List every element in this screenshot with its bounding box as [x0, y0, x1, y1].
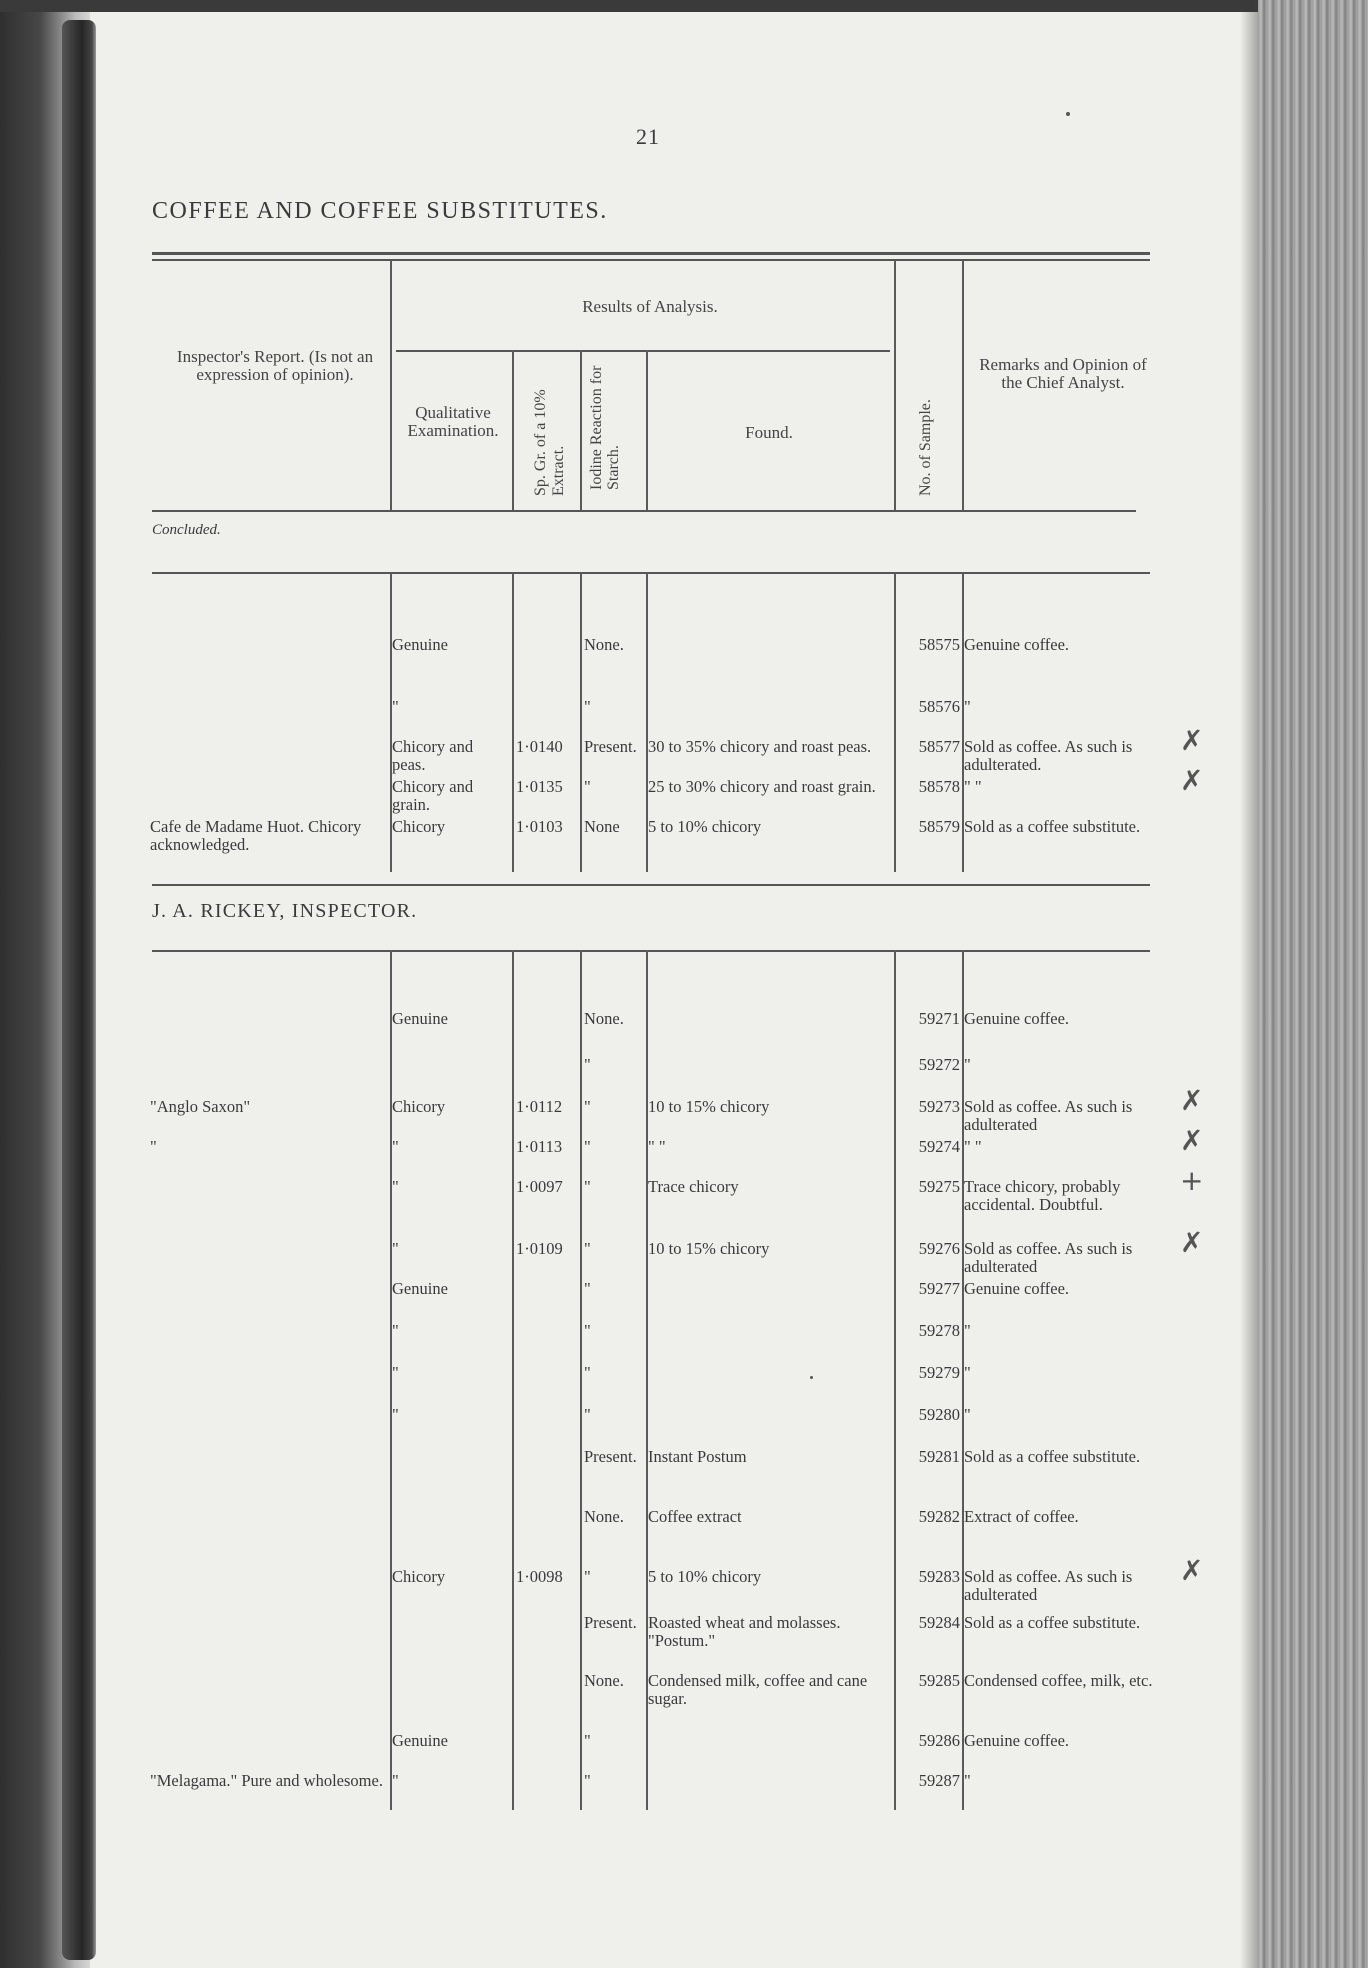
sample-no-cell: 59283 — [918, 1567, 960, 1586]
header-top-rule — [152, 252, 1150, 255]
hdr-vline-5 — [894, 260, 896, 510]
hdr-vline-6 — [962, 260, 964, 510]
qualitative-cell: " — [392, 1771, 399, 1790]
sample-no-cell: 58576 — [918, 697, 960, 716]
qualitative-cell: Chicory and grain. — [392, 777, 474, 814]
sp-gr-cell: 1·0103 — [516, 817, 563, 836]
qualitative-cell: " — [392, 1321, 399, 1340]
sample-no-cell: 59276 — [918, 1239, 960, 1258]
remarks-cell: Genuine coffee. — [964, 1279, 1070, 1298]
remarks-cell: Genuine coffee. — [964, 1009, 1070, 1028]
sp-gr-cell: 1·0109 — [516, 1239, 563, 1258]
sample-no-cell: 59281 — [918, 1447, 960, 1466]
sample-no-cell: 59282 — [918, 1507, 960, 1526]
found-cell: Condensed milk, coffee and cane sugar. — [648, 1671, 868, 1708]
sp-gr-cell: 1·0097 — [516, 1177, 563, 1196]
found-cell: Roasted wheat and molasses. "Postum." — [648, 1613, 841, 1650]
handwritten-mark-icon: ✗ — [1180, 1554, 1204, 1587]
sample-no-cell: 59271 — [918, 1009, 960, 1028]
remarks-cell: Trace chicory, probably accidental. Doubtful. — [964, 1177, 1121, 1214]
iodine-cell: " — [584, 1239, 591, 1258]
body1-vline-2 — [512, 572, 514, 872]
remarks-cell: Extract of coffee. — [964, 1507, 1079, 1526]
remarks-cell: Condensed coffee, milk, etc. — [964, 1671, 1153, 1690]
found-cell: Trace chicory — [648, 1177, 739, 1196]
sample-no-cell: 58578 — [918, 777, 960, 796]
report-cell: Cafe de Madame Huot. Chicory acknowledged. — [150, 817, 362, 854]
sample-no-cell: 59273 — [918, 1097, 960, 1116]
header-top-rule-2 — [152, 259, 1150, 261]
remarks-cell: " — [964, 1321, 971, 1340]
scan-top-edge — [0, 0, 1368, 12]
iodine-cell: None — [584, 817, 620, 836]
qualitative-cell: Genuine — [392, 635, 448, 654]
iodine-cell: None. — [584, 1507, 624, 1526]
section1-bottom-rule — [152, 884, 1150, 886]
iodine-cell: " — [584, 1567, 591, 1586]
sp-gr-cell: 1·0113 — [516, 1137, 563, 1156]
remarks-cell: " — [964, 1405, 971, 1424]
iodine-cell: " — [584, 1405, 591, 1424]
sample-no-cell: 59286 — [918, 1731, 960, 1750]
qualitative-cell: Chicory and peas. — [392, 737, 474, 774]
sample-no-cell: 59284 — [918, 1613, 960, 1632]
sample-no-cell: 59279 — [918, 1363, 960, 1382]
iodine-cell: " — [584, 1731, 591, 1750]
iodine-cell: " — [584, 697, 591, 716]
sample-no-cell: 59280 — [918, 1405, 960, 1424]
remarks-cell: Sold as coffee. As such is adulterated — [964, 1097, 1133, 1134]
qualitative-cell: Genuine — [392, 1279, 448, 1298]
found-cell: Coffee extract — [648, 1507, 742, 1526]
section-concluded-label: Concluded. — [152, 522, 221, 538]
handwritten-mark-icon: ✗ — [1180, 724, 1204, 757]
sample-no-cell: 59275 — [918, 1177, 960, 1196]
iodine-cell: " — [584, 1177, 591, 1196]
hdr-vline-1 — [390, 260, 392, 510]
found-cell: 30 to 35% chicory and roast peas. — [648, 737, 872, 756]
sp-gr-cell: 1·0135 — [516, 777, 563, 796]
header-results-of-analysis: Results of Analysis. — [582, 297, 718, 316]
inspector-rule — [152, 950, 1150, 952]
header-sp-gr: Sp. Gr. of a 10% Extract. — [532, 389, 567, 496]
body2-vline-3 — [580, 950, 582, 1810]
remarks-cell: Sold as a coffee substitute. — [964, 1447, 1141, 1466]
iodine-cell: " — [584, 1321, 591, 1340]
concluded-rule — [152, 572, 1150, 574]
handwritten-mark-icon: ✗ — [1180, 1084, 1204, 1117]
handwritten-mark-icon: ✗ — [1180, 1226, 1204, 1259]
handwritten-mark-icon: ✗ — [1180, 1124, 1204, 1157]
qualitative-cell: Genuine — [392, 1731, 448, 1750]
sp-gr-cell: 1·0112 — [516, 1097, 563, 1116]
iodine-cell: None. — [584, 1009, 624, 1028]
remarks-cell: Sold as coffee. As such is adulterated — [964, 1567, 1133, 1604]
header-no-sample: No. of Sample. — [917, 399, 934, 496]
remarks-cell: Sold as a coffee substitute. — [964, 817, 1141, 836]
page-number: 21 — [636, 124, 660, 149]
remarks-cell: Sold as coffee. As such is adulterated — [964, 1239, 1133, 1276]
sample-no-cell: 59272 — [918, 1055, 960, 1074]
header-found: Found. — [745, 423, 793, 442]
header-bottom-rule — [152, 510, 1136, 512]
sample-no-cell: 59285 — [918, 1671, 960, 1690]
scan-speck — [810, 1376, 813, 1379]
iodine-cell: " — [584, 1771, 591, 1790]
iodine-cell: Present. — [584, 1613, 637, 1632]
iodine-cell: Present. — [584, 737, 637, 756]
body1-vline-3 — [580, 572, 582, 872]
book-spine — [62, 20, 96, 1960]
sp-gr-cell: 1·0140 — [516, 737, 563, 756]
remarks-cell: Genuine coffee. — [964, 1731, 1070, 1750]
found-cell: 10 to 15% chicory — [648, 1097, 770, 1116]
iodine-cell: None. — [584, 1671, 624, 1690]
hdr-vline-2 — [512, 350, 514, 510]
handwritten-mark-icon: ✗ — [1180, 764, 1204, 797]
qualitative-cell: " — [392, 1363, 399, 1382]
remarks-cell: " " — [964, 777, 982, 796]
iodine-cell: " — [584, 1279, 591, 1298]
book-edge — [1258, 0, 1368, 1968]
sample-no-cell: 58575 — [918, 635, 960, 654]
sample-no-cell: 59274 — [918, 1137, 960, 1156]
found-cell: 10 to 15% chicory — [648, 1239, 770, 1258]
inspector-heading: J. A. RICKEY, INSPECTOR. — [152, 900, 418, 922]
found-cell: 25 to 30% chicory and roast grain. — [648, 777, 876, 796]
sample-no-cell: 59278 — [918, 1321, 960, 1340]
iodine-cell: " — [584, 1055, 591, 1074]
header-remarks: Remarks and Opinion of the Chief Analyst. — [979, 355, 1147, 392]
qualitative-cell: Chicory — [392, 1567, 446, 1586]
remarks-cell: Sold as coffee. As such is adulterated. — [964, 737, 1133, 774]
sample-no-cell: 58577 — [918, 737, 960, 756]
report-cell: "Anglo Saxon" — [150, 1097, 251, 1116]
remarks-cell: Sold as a coffee substitute. — [964, 1613, 1141, 1632]
hdr-vline-3 — [580, 350, 582, 510]
found-cell: Instant Postum — [648, 1447, 747, 1466]
qualitative-cell: " — [392, 1239, 399, 1258]
qualitative-cell: Chicory — [392, 1097, 446, 1116]
remarks-cell: " — [964, 697, 971, 716]
remarks-cell: " — [964, 1771, 971, 1790]
header-iodine: Iodine Reaction for Starch. — [588, 365, 622, 490]
qualitative-cell: " — [392, 1177, 399, 1196]
iodine-cell: Present. — [584, 1447, 637, 1466]
sample-no-cell: 59277 — [918, 1279, 960, 1298]
sample-no-cell: 59287 — [918, 1771, 960, 1790]
scan-speck — [1066, 112, 1070, 116]
iodine-cell: " — [584, 1363, 591, 1382]
qualitative-cell: " — [392, 1405, 399, 1424]
found-cell: " " — [648, 1137, 666, 1156]
found-cell: 5 to 10% chicory — [648, 817, 762, 836]
report-cell: " — [150, 1137, 157, 1156]
iodine-cell: " — [584, 1137, 591, 1156]
page-title: COFFEE AND COFFEE SUBSTITUTES. — [152, 198, 608, 224]
iodine-cell: None. — [584, 635, 624, 654]
qualitative-cell: " — [392, 1137, 399, 1156]
found-cell: 5 to 10% chicory — [648, 1567, 762, 1586]
remarks-cell: Genuine coffee. — [964, 635, 1070, 654]
sp-gr-cell: 1·0098 — [516, 1567, 563, 1586]
report-cell: "Melagama." Pure and wholesome. — [150, 1771, 383, 1790]
handwritten-mark-icon: + — [1180, 1164, 1204, 1197]
qualitative-cell: Genuine — [392, 1009, 448, 1028]
hdr-vline-4 — [646, 350, 648, 510]
header-inspector-report: Inspector's Report. (Is not an expression of opinion). — [176, 347, 374, 384]
qualitative-cell: " — [392, 697, 399, 716]
remarks-cell: " — [964, 1363, 971, 1382]
iodine-cell: " — [584, 1097, 591, 1116]
header-qualitative: Qualitative Examination. — [407, 403, 499, 440]
results-underline — [396, 350, 890, 352]
remarks-cell: " " — [964, 1137, 982, 1156]
body2-vline-2 — [512, 950, 514, 1810]
remarks-cell: " — [964, 1055, 971, 1074]
qualitative-cell: Chicory — [392, 817, 446, 836]
sample-no-cell: 58579 — [918, 817, 960, 836]
iodine-cell: " — [584, 777, 591, 796]
